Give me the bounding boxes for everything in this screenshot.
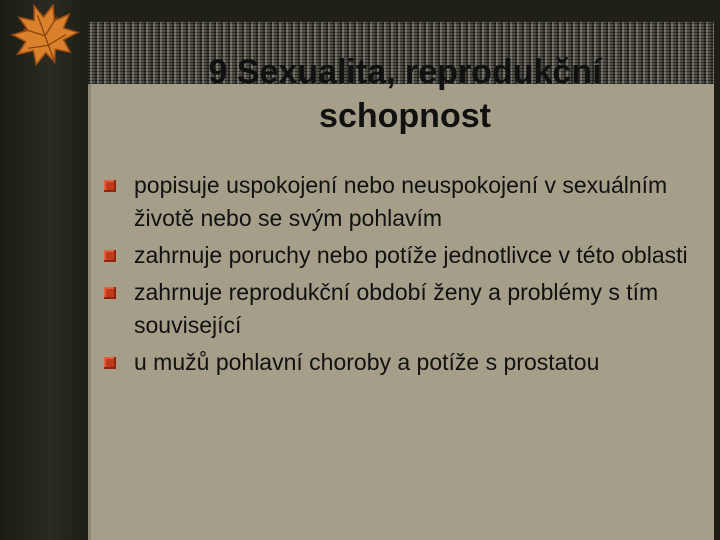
bullet-list: [104, 169, 700, 383]
left-frame-band: [0, 0, 88, 540]
list-item: [104, 276, 700, 342]
bullet-text: u mužů pohlavní choroby a potíže s prostatou: [134, 349, 600, 375]
autumn-leaf-icon: [2, 0, 86, 66]
right-frame-edge: [714, 22, 720, 540]
list-item: [104, 169, 700, 235]
slide-title: [130, 50, 680, 138]
square-bullet-icon: [104, 180, 116, 192]
slide-title-line-1: 9 Sexualita, reprodukční: [208, 53, 602, 91]
bullet-text: zahrnuje reprodukční období ženy a problémy s tím související: [134, 279, 659, 338]
bullet-text: popisuje uspokojení nebo neuspokojení v sexuálním životě nebo se svým pohlavím: [134, 172, 668, 231]
square-bullet-icon: [104, 250, 116, 262]
bullet-text: zahrnuje poruchy nebo potíže jednotlivce v této oblasti: [134, 242, 688, 268]
list-item: [104, 346, 700, 379]
slide-title-line-2: schopnost: [319, 97, 491, 135]
list-item: [104, 239, 700, 272]
square-bullet-icon: [104, 287, 116, 299]
square-bullet-icon: [104, 357, 116, 369]
top-frame-band: [0, 0, 720, 22]
